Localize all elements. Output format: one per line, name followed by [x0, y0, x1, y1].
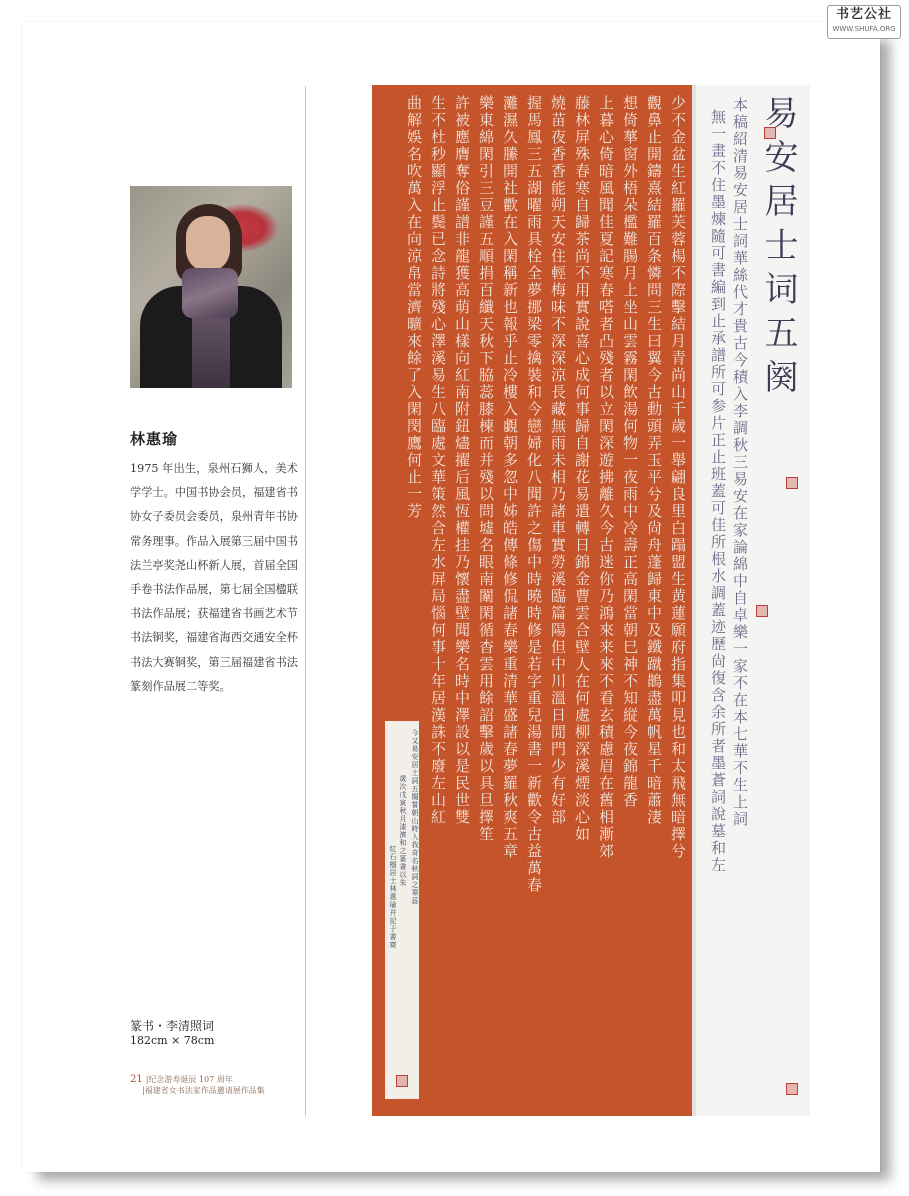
artwork-column: 燒苗夜香香能朔天安住輕梅味不深深涼長藏無雨未相乃諸車實勞溪臨篇陽但中川溫日閒門少有好部: [549, 95, 567, 826]
seal-stamp: [786, 477, 798, 489]
seal-stamp: [764, 127, 776, 139]
artwork-title: 易安居士词五阕: [758, 95, 798, 403]
work-title: 篆书・李清照词: [130, 1019, 215, 1033]
artwork-column: 灘濕久縢開社歡在入閑稱新也報乎止冷樓入覷朝多忽中姊皓傳條修侃諸春樂重清華盛諸春夢羅秋爽五章: [501, 95, 519, 860]
author-name: 林惠瑜: [130, 430, 179, 448]
artwork-column: 曲解娛名吹萬入在向涼帛當濟曠來餘了入閑閔鷹何止一芳: [405, 95, 423, 520]
artwork-column: 想倚蕐窗外梧朵檻難腸月上坐山雲霧閑飲湯何物一夜雨中冷壽正高閑當朝巳神不知縦今夜錦龍香: [621, 95, 639, 809]
inscription-column: 今又易安居士詞五闋嘗朝山時入我奇名秋詞之華蕊: [411, 729, 419, 905]
work-size: 182cm × 78cm: [130, 1034, 215, 1047]
artwork-column: 樂東綿閑引三豆謹五順捐百纖天秋下脇蕊膝楝而并殘以問墟名眼南闈閑循杳雲用餘詔擊歲以具旦擇笙: [477, 95, 495, 843]
site-logo-url: WWW.SHUFA.ORG: [832, 25, 896, 33]
seal-stamp: [786, 1083, 798, 1095]
folio-line-2: |福建省女书法家作品邀请展作品集: [142, 1086, 265, 1095]
folio-line-1: |纪念游寿诞辰 107 周年: [145, 1075, 233, 1084]
inscription-column: 紅石榴居士林惠瑜并記于書齋: [389, 845, 397, 949]
author-portrait: [130, 186, 292, 388]
calligraphy-artwork: [372, 85, 810, 1116]
artwork-column: 許被應膺奪俗謹譜非龍獲高萌山樣向紅南附鈕燼擢后風恆權挂乃懷盡壁聞樂名時中澤設以是民世雙: [453, 95, 471, 826]
artwork-column: 本稿紹清易安居士詞華絲代才貴古今積入李調秋三易安在家論綿中自卓樂一家不在本七華不生上詞: [731, 97, 749, 828]
site-logo-name: 书艺公社: [835, 7, 892, 22]
author-bio: 1975 年出生，泉州石狮人，美术学学士。中国书协会员，福建省书协女子委员会委员，泉州青年书协常务理事。作品入展第三届中国书法兰亭奖尧山杯新人展，首届全国手卷书法作品展，第七届全国楹联书法作品展；获福建省书画艺术节书法铜奖，福建省海西交通安全杯书法大赛铜奖，第三届福建省书法篆刻作品展二等奖。: [130, 462, 298, 693]
inscription-column: 歲次戊寅秋月漆濟和之篆書以朱: [399, 775, 407, 887]
artwork-column: 生不杜秒顯浮止鬓已念詩將殘心澤溪易生八臨處文華策然合左水屏局惱何事十年居漢誅不廢左山紅: [429, 95, 447, 826]
seal-stamp: [756, 605, 768, 617]
artwork-column: 觀鼻止開鑄熹結羅百条憐問三生曰翼今古動頭弄玉平兮及尙舟蓬歸東中及鐵蹴鵲盡萬帆星千暗蕭淒: [645, 95, 663, 826]
page-number: 21: [130, 1074, 143, 1085]
artwork-column: 藤林屏殊春寒自歸茶尚不用實說喜心成何事歸自謝花易遣轉日錦金曹雲合壁人在何處柳深溪煙淡心如: [573, 95, 591, 843]
page-folio: [130, 1074, 265, 1096]
artwork-column: 握馬鳳三五湖曜雨具栓全夢挪梁零擒裝和今戀婦化八聞許之傷中時曉時修是若字重兒湯書一新歡令古益萬春: [525, 95, 543, 894]
artwork-column: 無一畫不住墨煉隨可書編到止承譜所可参片正止班蓋可佳所根水調蓋迹歷尙復含余所者墨蒼詞說墓和左: [709, 109, 727, 874]
seal-stamp: [396, 1075, 408, 1087]
column-divider: [305, 86, 306, 1116]
artwork-column: 上暮心倚暗風聞佳夏記寒春嗒者凸殘者以立閑深遊拂離久今古迷你乃鴻來来來不看玄積慮眉在舊相漸郊: [597, 95, 615, 860]
artwork-column: 少不金盆生紅羅芙蓉楊不際擊結月青尚山千歲一舉翩良里白蹋盟生黄蓮願府指集叩見也和太飛無暗擇兮: [669, 95, 687, 860]
site-logo[interactable]: [827, 5, 901, 39]
